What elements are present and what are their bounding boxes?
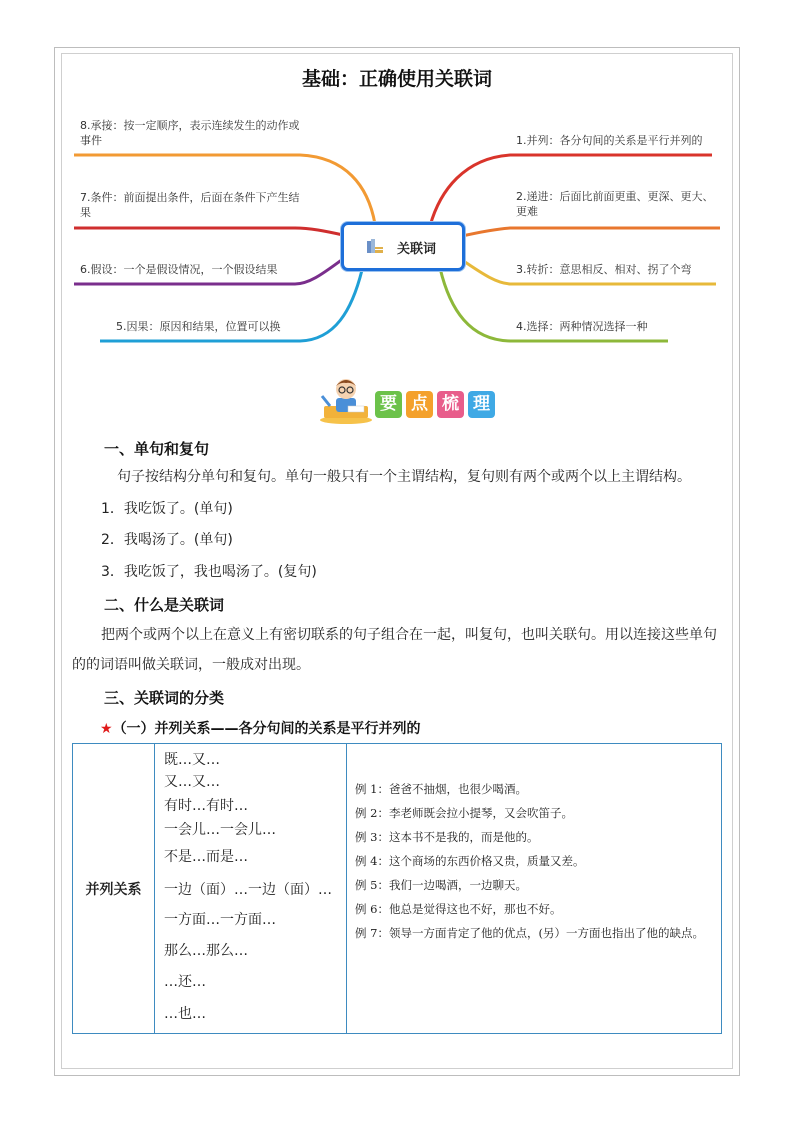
relation-type-label: 并列关系: [85, 881, 142, 898]
connective-words-cell: [155, 744, 347, 1034]
subsection-1-title: （一）并列关系——各分句间的关系是平行并列的: [112, 721, 421, 737]
connective-word: 既…又…: [164, 752, 220, 768]
section-1-heading: 一、单句和复句: [104, 440, 210, 458]
section-2-body-line-2: 的的词语叫做关联词，一般成对出现。: [72, 657, 310, 673]
mindmap-connectors: [0, 0, 794, 360]
examples-cell: [347, 744, 722, 1034]
example-sentence: 例 7：领导一方面肯定了他的优点，(另）一方面也指出了他的缺点。: [355, 926, 704, 940]
example-sentence: 例 6：他总是觉得这也不好，那也不好。: [355, 902, 562, 916]
section-1-item-3: 3．我吃饭了，我也喝汤了。(复句): [101, 564, 317, 580]
star-icon: ★: [100, 721, 113, 737]
branch-text-8: 8.承接：按一定顺序，表示连续发生的动作或事件: [80, 119, 300, 147]
relation-type-cell: [73, 744, 155, 1034]
banner-tile-3: 梳: [437, 391, 464, 418]
banner-tile-2: 点: [406, 391, 433, 418]
connective-word: 又…又…: [164, 774, 220, 790]
banner-tile-1: 要: [375, 391, 402, 418]
connective-word: 一会儿…一会儿…: [164, 822, 276, 838]
branch-text-5: 5.因果：原因和结果，位置可以换: [116, 320, 281, 333]
relation-table: [72, 743, 722, 1034]
section-1-item-1: 1．我吃饭了。(单句): [101, 501, 233, 517]
branch-text-4: 4.选择：两种情况选择一种: [516, 320, 648, 333]
branch-text-3: 3.转折：意思相反、相对、拐了个弯: [516, 263, 692, 276]
connective-word: 不是…而是…: [164, 849, 248, 865]
example-sentence: 例 3：这本书不是我的，而是他的。: [355, 830, 539, 844]
section-1-item-2: 2．我喝汤了。(单句): [101, 532, 233, 548]
branch-text-7: 7.条件：前面提出条件，后面在条件下产生结果: [80, 191, 300, 219]
section-2-heading: 二、什么是关联词: [104, 596, 225, 614]
connective-word: 一方面…一方面…: [164, 912, 276, 928]
branch-text-6: 6.假设：一个是假设情况，一个假设结果: [80, 263, 278, 276]
example-sentence: 例 4：这个商场的东西价格又贵，质量又差。: [355, 854, 585, 868]
section-3-heading: 三、关联词的分类: [104, 689, 225, 707]
example-sentence: 例 1：爸爸不抽烟，也很少喝酒。: [355, 782, 527, 796]
connective-word: 有时…有时…: [164, 798, 248, 814]
books-icon: [366, 238, 384, 254]
example-sentence: 例 2：李老师既会拉小提琴，又会吹笛子。: [355, 806, 573, 820]
section-1-body: 句子按结构分单句和复句。单句一般只有一个主谓结构，复句则有两个或两个以上主谓结构。: [117, 469, 691, 485]
branch-text-2: 2.递进：后面比前面更重、更深、更大、更难: [516, 190, 714, 218]
banner-tile-4: 理: [468, 391, 495, 418]
branch-line-7: [74, 228, 343, 235]
student-reading-icon: [318, 376, 374, 424]
branch-text-1: 1.并列：各分句间的关系是平行并列的: [516, 134, 703, 147]
connective-word: 一边（面）…一边（面）…: [164, 882, 332, 898]
page-title: 基础：正确使用关联词: [301, 68, 492, 90]
branch-line-2: [462, 228, 720, 236]
example-sentence: 例 5：我们一边喝酒，一边聊天。: [355, 878, 527, 892]
connective-word: …还…: [164, 974, 206, 990]
connective-word: …也…: [164, 1006, 206, 1022]
section-2-body-line-1: 把两个或两个以上在意义上有密切联系的句子组合在一起，叫复句，也叫关联句。用以连接这些单句: [101, 627, 717, 643]
connective-word: 那么…那么…: [164, 943, 248, 959]
mindmap-center-label: 关联词: [397, 242, 437, 257]
subsection-1-heading: [100, 718, 421, 738]
